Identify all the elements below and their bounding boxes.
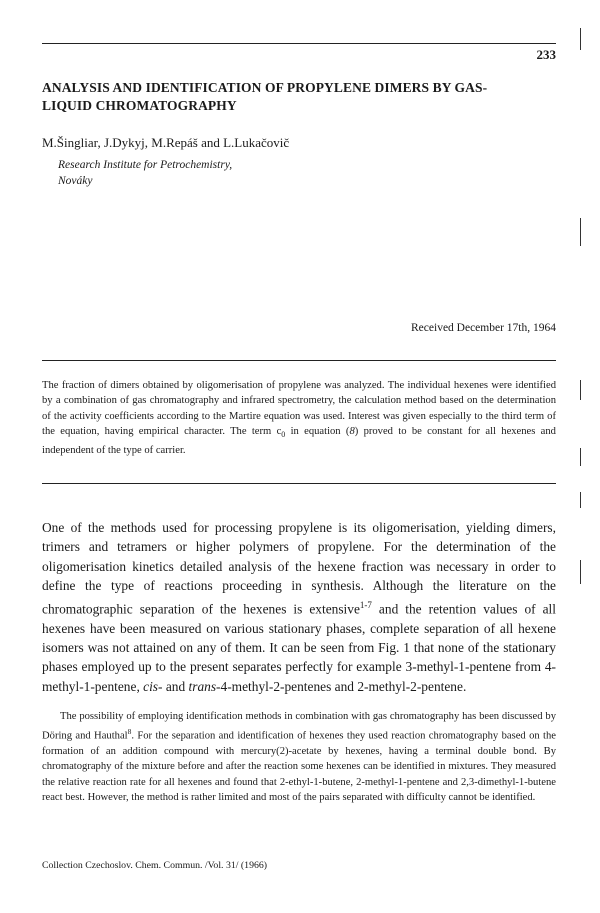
affiliation-institute: Research Institute for Petrochemistry,	[58, 159, 233, 171]
abstract: The fraction of dimers obtained by oligomerisation of propylene was analyzed. The individual hexenes were identified by a combination of gas chromatography and infrared spectrometry, the calculation method based on the determination of the activity coefficients according to the Martire equation was used. Interest was given especially to the third term of the equation, having empirical character. The term $c_0$ in equation (8) proved to be constant for all hexenes and independent of the type of carrier.	[42, 380, 556, 456]
affiliation	[58, 157, 232, 189]
article-title: ANALYSIS AND IDENTIFICATION OF PROPYLENE DIMERS BY GAS-LIQUID CHROMATOGRAPHY	[42, 80, 488, 113]
page-number: 233	[536, 47, 556, 62]
authors: M.Šingliar, J.Dykyj, M.Repáš and L.Lukačovič	[42, 135, 290, 150]
margin-mark	[580, 560, 581, 584]
margin-mark	[580, 492, 581, 508]
margin-mark	[580, 380, 581, 400]
abstract-top-rule	[42, 360, 556, 361]
journal-footer: Collection Czechoslov. Chem. Commun. /Vol. 31/ (1966)	[42, 860, 268, 871]
margin-mark	[580, 448, 581, 466]
received-date: Received December 17th, 1964	[411, 322, 556, 334]
abstract-bottom-rule	[42, 483, 556, 484]
body-paragraph-2: The possibility of employing identification methods in combination with gas chromatography has been discussed by Döring and Hauthal$^8$. For the separation and identification of hexenes they used reaction chromatography based on the formation of an addition compound with mercury(2)-acetate by hexenes, having a terminal double bond. By chromatography of the mixture before and after the reaction some hexenes can be identified in mixtures. They measured the relative reaction rate for all hexenes and found that 2-ethyl-1-butene, 2-methyl-1-pentene and 2,3-dimethyl-1-butene react best. However, the method is rather limited and most of the pairs separated with difficulty cannot be identified.	[42, 711, 556, 804]
header-rule	[42, 43, 556, 44]
affiliation-city: Nováky	[58, 175, 93, 187]
body-paragraph-1: One of the methods used for processing propylene is its oligomerisation, yielding dimers, trimers and tetramers or higher polymers of propylene. For the determination of the oligomerisation kinetics detailed analysis of the hexene fraction was necessary in order to define the type of reactions proceeding in synthesis. Although the literature on the chromatographic separation of the hexenes is extensive$^{1-7}$ and the retention values of all hexenes have been measured on various stationary phases, complete separation of all hexene isomers was not attained on any of them. It can be seen from Fig. 1 that none of the stationary phases employed up to the present separates perfectly for example 3-methyl-1-pentene from 4-methyl-1-pentene, cis- and trans-4-methyl-2-pentenes and 2-methyl-2-pentene.	[42, 520, 556, 694]
margin-mark	[580, 218, 581, 246]
margin-mark	[580, 28, 581, 50]
